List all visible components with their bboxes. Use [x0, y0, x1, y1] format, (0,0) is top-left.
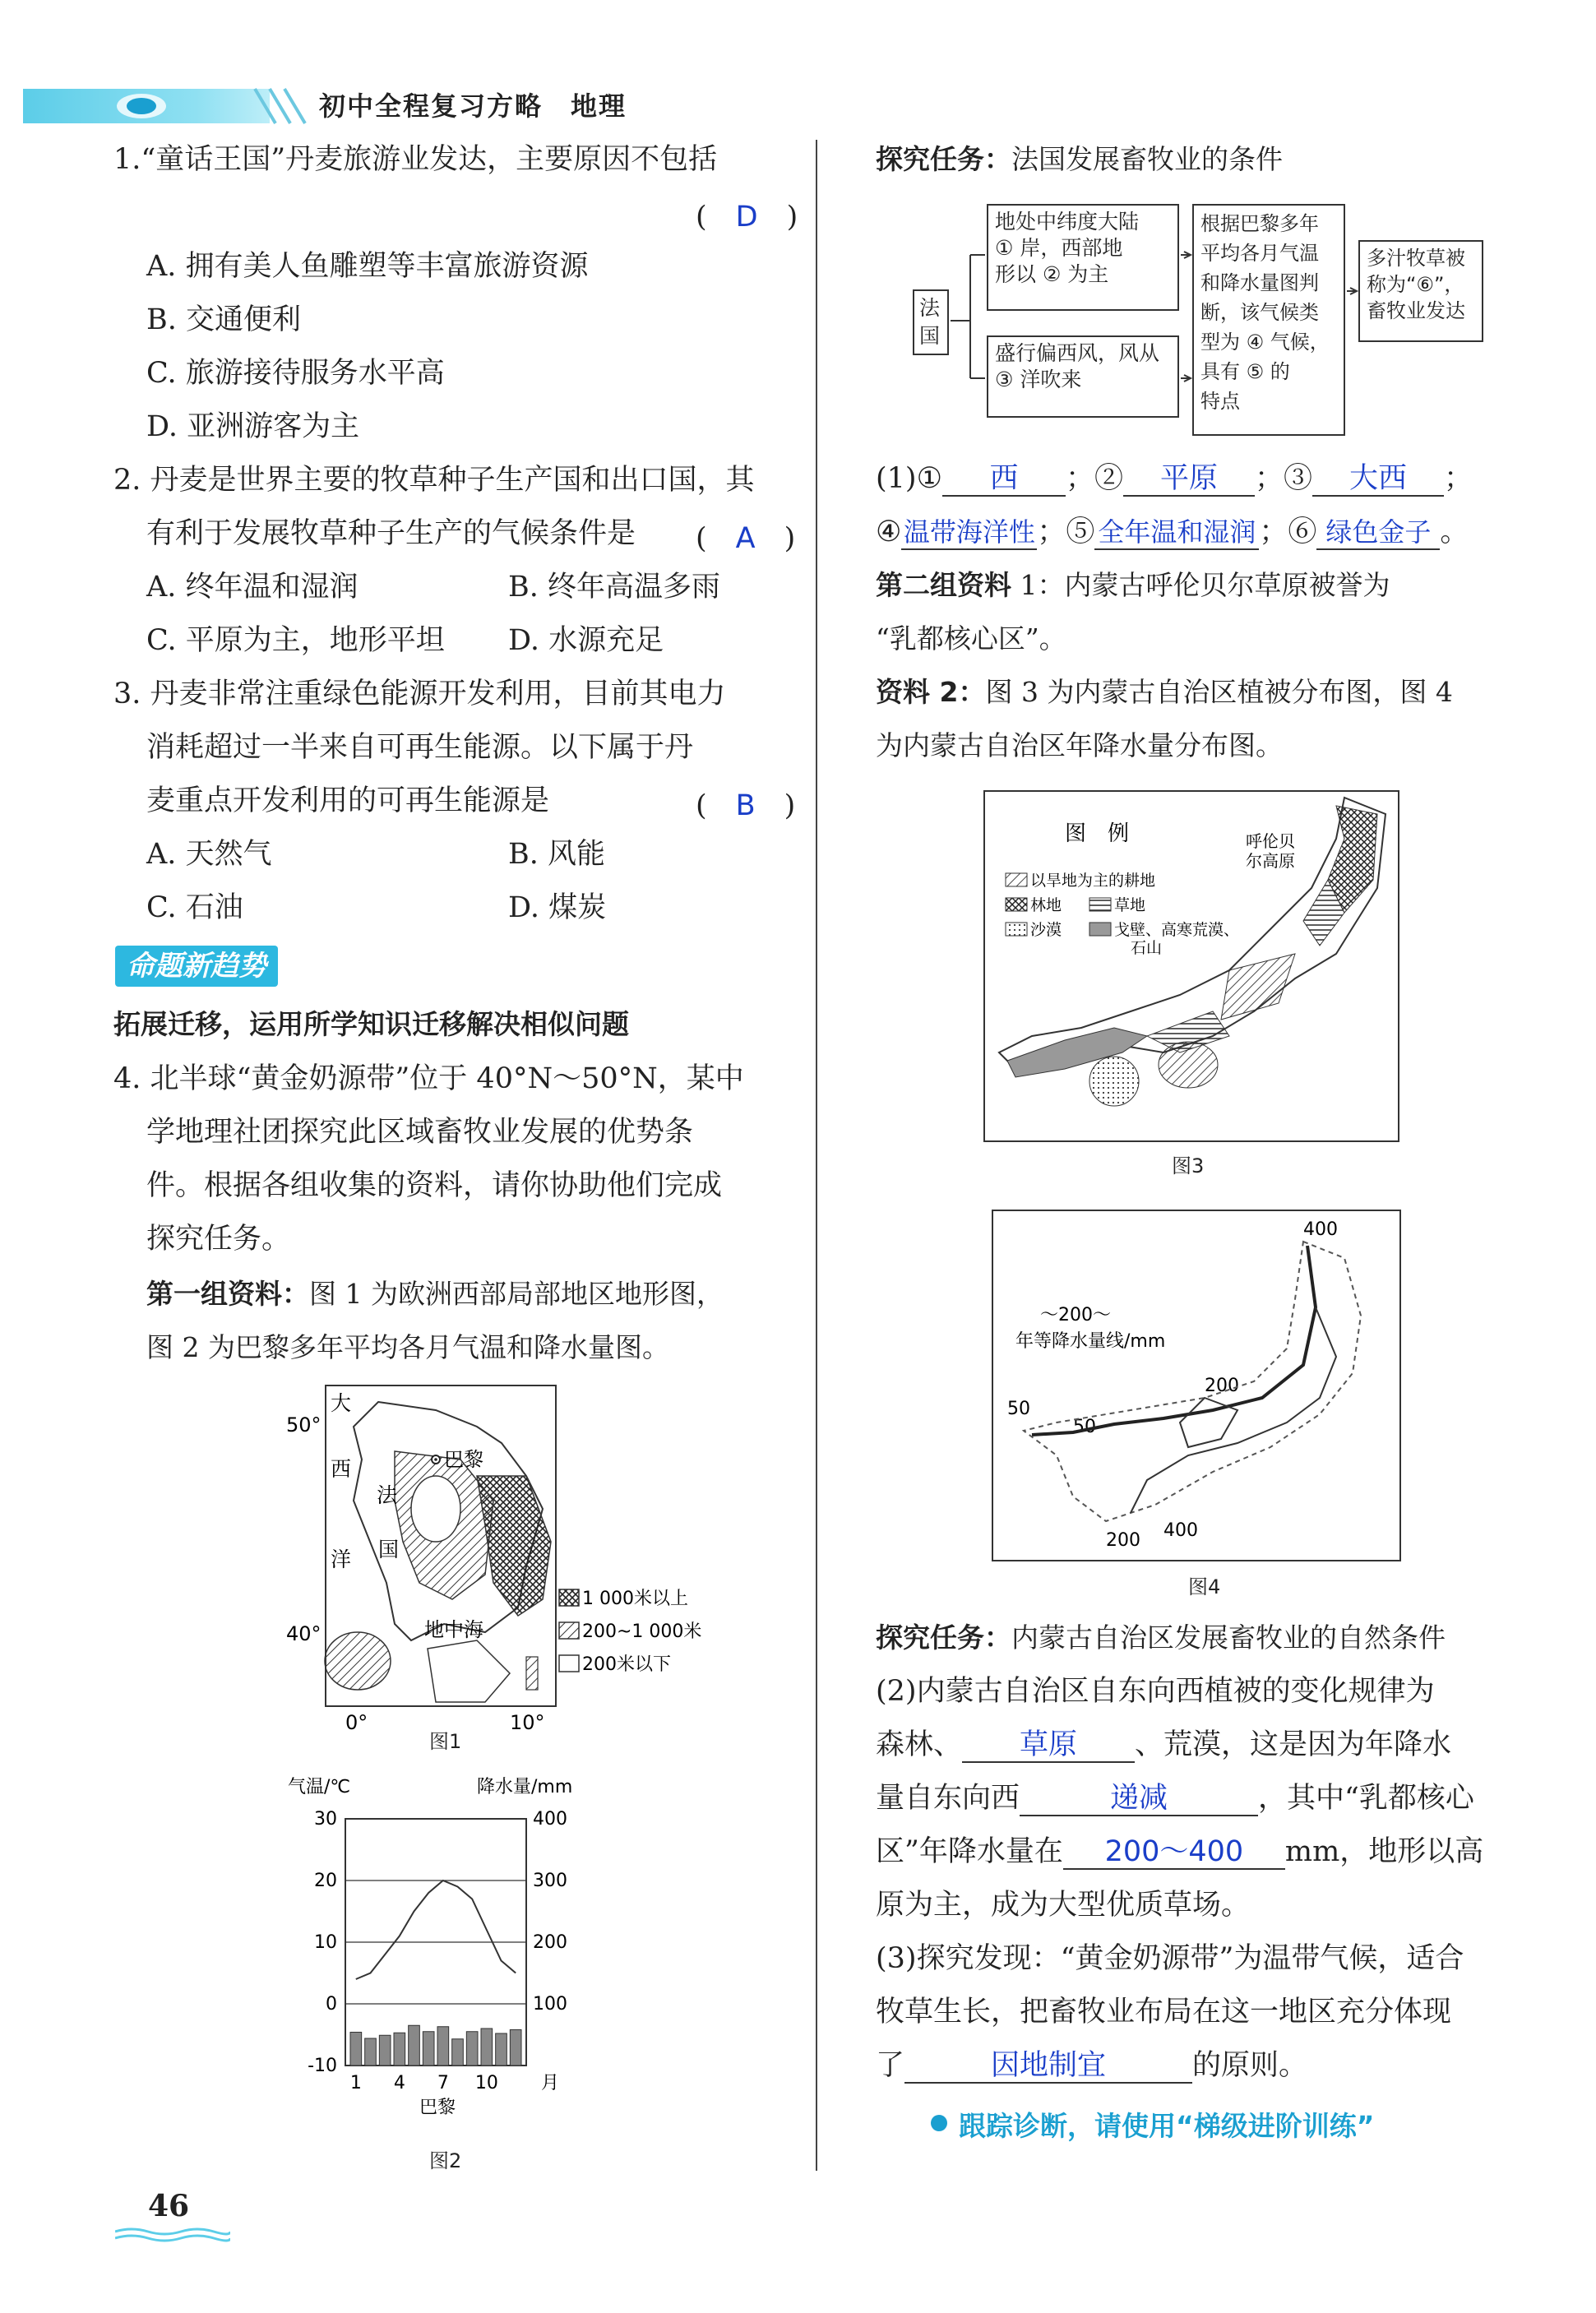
- box-c-line6: 具有 ⑤ 的: [1200, 360, 1290, 383]
- fig2-temp-tick-label: 10: [314, 1932, 337, 1953]
- q4-line2: 学地理社团探究此区域畜牧业发展的优势条: [146, 1116, 694, 1149]
- fig3-legend-farmland: 以旱地为主的耕地: [1030, 872, 1156, 890]
- q1-option-d: D. 亚洲游客为主: [146, 410, 360, 443]
- fig2-temp-tick-label: 30: [314, 1809, 337, 1830]
- fig4-legend-text: 年等降水量线/mm: [1015, 1331, 1166, 1352]
- fig2-precip-bar: [365, 2038, 377, 2066]
- task2-text: 内蒙古自治区发展畜牧业的自然条件: [1011, 1621, 1446, 1654]
- fig1-lon10: 10°: [510, 1711, 545, 1734]
- fig2-precip-bar: [437, 2027, 449, 2066]
- box-a-line1: 地处中纬度大陆: [995, 210, 1140, 234]
- header-title: 初中全程复习方略 地理: [319, 90, 627, 122]
- answers1-mark2: ；②: [1065, 462, 1123, 495]
- fig1-lat50: 50°: [286, 1413, 322, 1436]
- q2-stem-line1: 2. 丹麦是世界主要的牧草种子生产国和出口国，其: [113, 464, 755, 497]
- group1-line1: [146, 1276, 724, 1312]
- fig2-precip-tick-label: 400: [533, 1809, 567, 1830]
- q2-option-d: D. 水源充足: [508, 624, 664, 657]
- header-slashes: [247, 86, 321, 127]
- q3r-line2: 牧草生长，把畜牧业布局在这一地区充分体现: [876, 1996, 1452, 2029]
- book-logo-icon: [115, 92, 168, 120]
- group2-text3: 图 3 为内蒙古自治区植被分布图，图 4: [985, 676, 1453, 708]
- q2r-l3b: ，其中“乳都核心: [1258, 1782, 1474, 1815]
- flow-connectors: [946, 206, 1488, 419]
- fig2-precip-bar: [423, 2032, 434, 2066]
- answer-blank-principle: 因地制宜: [904, 2049, 1192, 2084]
- q2-answer-paren: ( A ): [696, 522, 796, 555]
- answer-blank-3: 大西: [1312, 462, 1444, 497]
- fig2-precip-bar: [379, 2035, 391, 2066]
- fig2-precip-ticks: [533, 1809, 567, 2015]
- fig1-legend-high: 1 000米以上: [582, 1589, 688, 1609]
- answer-blank-decrease: 递减: [1020, 1782, 1258, 1816]
- answers1-mark5: ；⑤: [1037, 516, 1095, 548]
- fig2-city: 巴黎: [419, 2098, 456, 2118]
- fig2-precip-bar: [466, 2032, 478, 2066]
- box-c-line1: 根据巴黎多年: [1200, 212, 1319, 235]
- box-c-line5: 型为 ④ 气候，: [1200, 331, 1330, 354]
- fig2-precip-bar: [394, 2033, 405, 2066]
- fig2-temp-tick-label: 0: [326, 1994, 337, 2015]
- q3-stem-line3: 麦重点开发利用的可再生能源是: [146, 784, 550, 817]
- task1-label: 探究任务：: [876, 143, 1011, 175]
- answer-blank-5: 全年温和湿润: [1094, 516, 1259, 550]
- fig3-legend-gobi: 戈壁、高寒荒漠、: [1114, 921, 1240, 939]
- box-c-line3: 和降水量图判: [1200, 271, 1319, 294]
- fig1-lat40: 40°: [286, 1622, 322, 1645]
- q2-option-c: C. 平原为主，地形平坦: [146, 624, 445, 657]
- q2r-line1: (2)内蒙古自治区自东向西植被的变化规律为: [876, 1675, 1435, 1708]
- fig1-label-xi: 西: [331, 1457, 352, 1481]
- fig3-legend-forest: 林地: [1030, 896, 1062, 914]
- q3-stem-line2: 消耗超过一半来自可再生能源。以下属于丹: [146, 731, 694, 764]
- q2r-line2: [876, 1727, 1451, 1763]
- fig2-month-ticks: [350, 2073, 498, 2093]
- fig3-legend-desert: 沙漠: [1030, 921, 1062, 939]
- box-d-line3: 畜牧业发达: [1367, 299, 1465, 322]
- q4-line4: 探究任务。: [146, 1223, 291, 1256]
- group2-text1: 1：内蒙古呼伦贝尔草原被誉为: [1011, 569, 1390, 601]
- answers1-end: 。: [1440, 516, 1469, 548]
- fig2-right-axis-title: 降水量/mm: [477, 1777, 573, 1797]
- fig1-label-fa: 法: [377, 1483, 398, 1507]
- fig4-caption: 图4: [1188, 1575, 1221, 1598]
- box-d-line2: 称为“⑥”，: [1367, 273, 1464, 296]
- q2r-line5: 原为主，成为大型优质草场。: [876, 1889, 1251, 1922]
- q2r-line4: [876, 1834, 1483, 1870]
- box-a-line2: ① 岸，西部地: [995, 236, 1123, 260]
- box-b-line1: 盛行偏西风，风从: [995, 341, 1160, 365]
- fig2-precip-bar: [409, 2025, 420, 2066]
- fig4-iso-400-bottom: 400: [1163, 1520, 1198, 1541]
- fig2-month-tick-label: 1: [349, 2073, 362, 2093]
- task2-label: 探究任务：: [876, 1621, 1011, 1654]
- track-bullet-icon: [931, 2115, 947, 2131]
- q3-option-c: C. 石油: [146, 891, 243, 924]
- box-c-line7: 特点: [1200, 390, 1240, 413]
- group1-label: 第一组资料：: [146, 1278, 309, 1310]
- answers1-mark4: ④: [876, 516, 902, 548]
- q3r-l3b: 的原则。: [1192, 2049, 1308, 2082]
- fig4-iso-50-left: 50: [1007, 1399, 1030, 1419]
- q2-stem-line2: 有利于发展牧草种子生产的气候条件是: [146, 517, 636, 550]
- group2-label: 第二组资料: [876, 569, 1011, 601]
- q4-line1: 4. 北半球“黄金奶源带”位于 40°N～50°N，某中: [113, 1062, 744, 1095]
- answers1-prefix: (1)①: [876, 462, 942, 495]
- q2-option-a: A. 终年温和湿润: [146, 571, 359, 604]
- page-wave-icon: [115, 2227, 230, 2243]
- group2-line3: [876, 674, 1453, 710]
- q1-option-c: C. 旅游接待服务水平高: [146, 357, 445, 390]
- group1-text1: 图 1 为欧洲西部局部地区地形图，: [309, 1278, 724, 1310]
- group2-line2: “乳都核心区”。: [876, 622, 1066, 655]
- answer-blank-2: 平原: [1123, 462, 1255, 497]
- fig2-month-tick-label: 4: [393, 2073, 405, 2093]
- task2-line: [876, 1620, 1446, 1656]
- q2r-line3: [876, 1780, 1474, 1816]
- fig2-temp-tick-label: 20: [314, 1871, 337, 1891]
- fig3-legend-gobi2: 石山: [1131, 939, 1163, 957]
- fig3-legend-grass: 草地: [1114, 896, 1146, 914]
- fig1-label-da: 大: [331, 1391, 352, 1415]
- q3-stem-line1: 3. 丹麦非常注重绿色能源开发利用，目前其电力: [113, 678, 726, 710]
- q3-answer-paren: ( B ): [696, 789, 796, 822]
- q2r-l4b: mm，地形以高: [1284, 1835, 1484, 1868]
- q3-option-d: D. 煤炭: [508, 891, 607, 924]
- box-c-line2: 平均各月气温: [1200, 242, 1319, 265]
- fig3-hulun-line1: 呼伦贝: [1246, 831, 1295, 851]
- answers1-mark3-end: ；: [1444, 462, 1473, 495]
- fig2-precip-tick-label: 300: [533, 1871, 567, 1891]
- fig2-precip-tick-label: 200: [533, 1932, 567, 1953]
- fig1-terrain-map: [280, 1377, 748, 1739]
- fig2-left-axis-title: 气温/℃: [288, 1777, 351, 1797]
- fig2-month-tick-label: 10: [474, 2073, 498, 2093]
- q3-answer: B: [735, 789, 756, 822]
- q1-stem: 1.“童话王国”丹麦旅游业发达，主要原因不包括: [113, 143, 718, 176]
- fig2-caption: 图2: [429, 2149, 462, 2172]
- answer-blank-4: 温带海洋性: [901, 516, 1037, 550]
- fig1-label-guo: 国: [378, 1538, 400, 1561]
- fig2-temperature-line: [356, 1880, 516, 1979]
- answer-blank-6: 绿色金子: [1316, 516, 1440, 550]
- fig4-iso-400-top: 400: [1303, 1219, 1338, 1240]
- q2-option-b: B. 终年高温多雨: [508, 571, 720, 604]
- answer-blank-range: 200～400: [1063, 1835, 1285, 1870]
- flow-box-france: 法国: [913, 289, 949, 355]
- trend-badge: 命题新趋势: [115, 946, 278, 987]
- q1-option-a: A. 拥有美人鱼雕塑等丰富旅游资源: [146, 250, 589, 283]
- q1-answer: D: [735, 201, 758, 234]
- fig2-precip-bars: [350, 2025, 521, 2066]
- page-number: 46: [148, 2189, 190, 2223]
- fig4-precipitation-map: [991, 1209, 1402, 1562]
- q1-answer-paren: ( D ): [696, 201, 798, 234]
- fig4-iso-200-mid: 200: [1205, 1376, 1239, 1396]
- box-d-line1: 多汁牧草被: [1367, 247, 1465, 270]
- fig2-precip-tick-label: 100: [533, 1994, 567, 2015]
- track-link[interactable]: 跟踪诊断，请使用“梯级进阶训练”: [959, 2110, 1375, 2142]
- fig1-legend-mid: 200~1 000米: [582, 1621, 702, 1642]
- fig2-gridlines: [345, 1819, 526, 2004]
- fig1-label-paris: 巴黎: [444, 1448, 483, 1471]
- fig2-precip-bar: [496, 2033, 507, 2066]
- fig1-legend-low: 200米以下: [582, 1654, 671, 1675]
- answers1-line2: [876, 514, 1469, 550]
- fig3-legend-title: 图 例: [1065, 821, 1130, 846]
- q3r-l3a: 了: [876, 2049, 905, 2082]
- task1-line: [876, 141, 1283, 178]
- q2r-l2a: 森林、: [876, 1728, 963, 1761]
- trend-subtitle: 拓展迁移，运用所学知识迁移解决相似问题: [113, 1008, 629, 1040]
- q4-line3: 件。根据各组收集的资料，请你协助他们完成: [146, 1169, 723, 1202]
- group2-label2: 资料 2：: [876, 676, 986, 708]
- q3-option-b: B. 风能: [508, 838, 605, 871]
- answers1-mark3: ；③: [1254, 462, 1312, 495]
- q2r-l4a: 区”年降水量在: [876, 1835, 1063, 1868]
- fig2-precip-bar: [481, 2029, 493, 2066]
- box-a-line3: 形以 ② 为主: [995, 262, 1109, 286]
- fig4-iso-50-mid: 50: [1073, 1417, 1096, 1437]
- q2r-l2b: 、荒漠，这是因为年降水: [1135, 1728, 1452, 1761]
- fig2-precip-bar: [510, 2030, 521, 2066]
- group2-line1: [876, 567, 1390, 604]
- answers1-mark6: ；⑥: [1259, 516, 1317, 548]
- fig3-vegetation-map: [983, 789, 1402, 1143]
- fig2-precip-bar: [452, 2039, 464, 2066]
- q2r-l3a: 量自东向西: [876, 1782, 1020, 1815]
- q1-option-b: B. 交通便利: [146, 303, 301, 336]
- column-divider: [816, 140, 817, 2171]
- fig2-month-label: 月: [541, 2073, 560, 2093]
- box-c-line4: 断，该气候类: [1200, 301, 1319, 324]
- q3-option-a: A. 天然气: [146, 838, 272, 871]
- fig1-label-med: 地中海: [424, 1618, 483, 1641]
- fig1-caption: 图1: [429, 1730, 462, 1753]
- fig2-climate-chart: [280, 1768, 608, 2130]
- fig1-lon0: 0°: [345, 1711, 368, 1734]
- box-b-line2: ③ 洋吹来: [995, 368, 1082, 391]
- fig3-hulun-line2: 尔高原: [1246, 851, 1295, 871]
- fig2-temp-ticks: [308, 1809, 337, 2076]
- answers1-line1: [876, 460, 1473, 497]
- answer-blank-grassland: 草原: [962, 1728, 1135, 1763]
- group1-line2: 图 2 为巴黎多年平均各月气温和降水量图。: [146, 1331, 669, 1363]
- fig4-legend-symbol: ～200～: [1040, 1305, 1111, 1325]
- q3r-line1: (3)探究发现：“黄金奶源带”为温带气候，适合: [876, 1942, 1464, 1975]
- fig2-month-tick-label: 7: [437, 2073, 449, 2093]
- answer-blank-1: 西: [942, 462, 1066, 497]
- fig1-label-yang: 洋: [331, 1547, 352, 1571]
- fig2-precip-bar: [350, 2033, 362, 2066]
- fig4-iso-200-bottom: 200: [1106, 1530, 1140, 1551]
- fig3-caption: 图3: [1172, 1154, 1205, 1177]
- q2-answer: A: [735, 522, 756, 555]
- fig2-temp-tick-label: -10: [308, 2056, 337, 2076]
- q3r-line3: [876, 2047, 1307, 2084]
- task1-text: 法国发展畜牧业的条件: [1011, 143, 1283, 175]
- group2-line4: 为内蒙古自治区年降水量分布图。: [876, 729, 1283, 761]
